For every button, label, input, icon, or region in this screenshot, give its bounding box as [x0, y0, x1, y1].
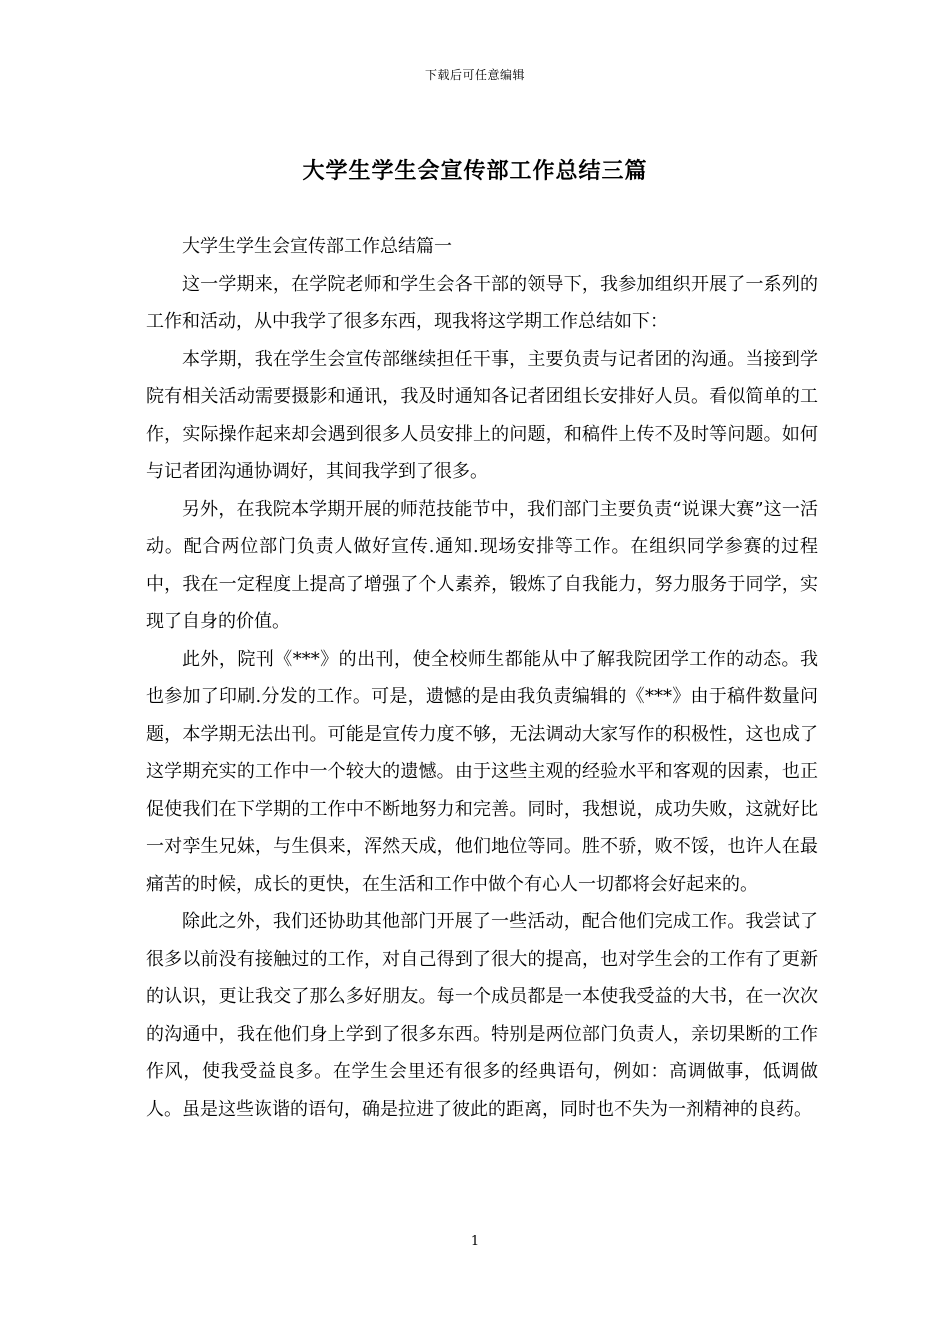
document-title: 大学生学生会宣传部工作总结三篇 [302, 158, 648, 184]
document-body [146, 228, 818, 1128]
paragraph-2: 本学期，我在学生会宣传部继续担任干事，主要负责与记者团的沟通。当接到学院有相关活动需要摄影和通讯，我及时通知各记者团组长安排好人员。看似简单的工作，实际操作起来却会遇到很多人员安排上的问题，和稿件上传不及时等问题。如何与记者团沟通协调好，其间我学到了很多。 [146, 348, 818, 482]
paragraph-4: 此外，院刊《***》的出刊，使全校师生都能从中了解我院团学工作的动态。我也参加了印刷.分发的工作。可是，遗憾的是由我负责编辑的《***》由于稿件数量问题，本学期无法出刊。可能是宣传力度不够，无法调动大家写作的积极性，这也成了这学期充实的工作中一个较大的遗憾。由于这些主观的经验水平和客观的因素，也正促使我们在下学期的工作中不断地努力和完善。同时，我想说，成功失败，这就好比一对孪生兄妹，与生俱来，浑然天成，他们地位等同。胜不骄，败不馁，也许人在最痛苦的时候，成长的更快，在生活和工作中做个有心人一切都将会好起来的。 [146, 648, 818, 895]
paragraph-1: 这一学期来，在学院老师和学生会各干部的领导下，我参加组织开展了一系列的工作和活动，从中我学了很多东西，现我将这学期工作总结如下： [146, 273, 818, 332]
header-note: 下载后可任意编辑 [424, 68, 525, 82]
page-number: 1 [470, 1234, 480, 1249]
section-heading: 大学生学生会宣传部工作总结篇一 [182, 236, 452, 257]
paragraph-3: 另外，在我院本学期开展的师范技能节中，我们部门主要负责“说课大赛”这一活动。配合两位部门负责人做好宣传.通知.现场安排等工作。在组织同学参赛的过程中，我在一定程度上提高了增强了个人素养，锻炼了自我能力，努力服务于同学，实现了自身的价值。 [146, 498, 818, 632]
paragraph-5: 除此之外，我们还协助其他部门开展了一些活动，配合他们完成工作。我尝试了很多以前没有接触过的工作，对自己得到了很大的提高，也对学生会的工作有了更新的认识，更让我交了那么多好朋友。每一个成员都是一本使我受益的大书，在一次次的沟通中，我在他们身上学到了很多东西。特别是两位部门负责人，亲切果断的工作作风，使我受益良多。在学生会里还有很多的经典语句，例如：高调做事，低调做人。虽是这些诙谐的语句，确是拉进了彼此的距离，同时也不失为一剂精神的良药。 [146, 911, 818, 1120]
